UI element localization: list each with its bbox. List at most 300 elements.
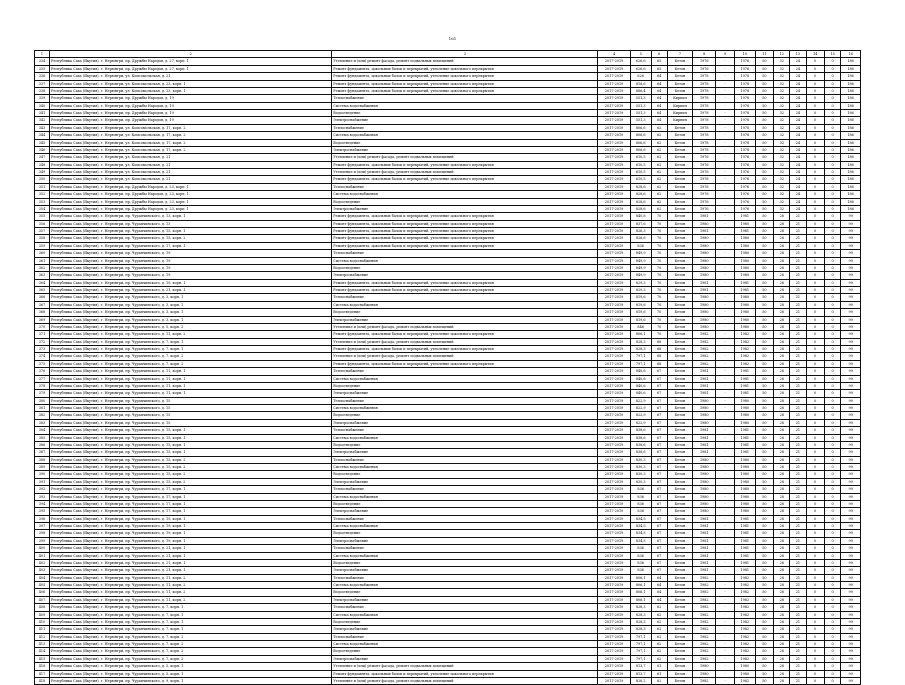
cell-col-11: 50 [755, 58, 774, 65]
cell-wear: 67 [651, 530, 667, 537]
cell-work-type: Утепление и (или) ремонт фасада, ремонт подвальных помещений [332, 58, 598, 65]
cell-wear: 68 [651, 346, 667, 353]
cell-year-reconstructed: - [716, 257, 735, 264]
cell-wall-material: Бетон [667, 412, 692, 419]
cell-col-16: 99 [841, 301, 861, 308]
cell-row-number: 380 [35, 397, 50, 404]
cell-wear: 70 [651, 279, 667, 286]
cell-year-commissioned: 1980 [734, 663, 755, 670]
cell-year-reconstructed: - [716, 205, 735, 212]
cell-col-11: 50 [755, 515, 774, 522]
cell-col-11: 50 [755, 382, 774, 389]
cell-row-number: 417 [35, 670, 50, 677]
cell-wall-material: Бетон [667, 250, 692, 257]
cell-year-built: 1978 [693, 132, 716, 139]
cell-year-commissioned: 1976 [734, 169, 755, 176]
cell-work-type: Теплоснабжение [332, 633, 598, 640]
cell-address: Республика Саха (Якутия), г. Нерюнгри, ул. Комсомольская, д. 21 [50, 161, 332, 168]
cell-address: Республика Саха (Якутия), г. Нерюнгри, пр. Чурапчинского, д. 19 [50, 257, 332, 264]
cell-col-11: 50 [755, 677, 774, 684]
cell-col-16: 99 [841, 641, 861, 648]
cell-period: 2017-2019 [598, 213, 630, 220]
cell-work-type: Теплоснабжение [332, 515, 598, 522]
cell-wall-material: Бетон [667, 353, 692, 360]
cell-col-13: 21 [790, 242, 806, 249]
cell-col-16: 99 [841, 264, 861, 271]
cell-year-commissioned: 1981 [734, 427, 755, 434]
cell-wear: 64 [651, 87, 667, 94]
cell-row-number: 388 [35, 456, 50, 463]
cell-col-15: 0 [825, 250, 841, 257]
cell-wall-material: Бетон [667, 316, 692, 323]
cell-col-12: 32 [774, 161, 790, 168]
cell-year-reconstructed: - [716, 611, 735, 618]
cell-wall-material: Бетон [667, 58, 692, 65]
cell-col-12: 28 [774, 316, 790, 323]
table-row [35, 205, 861, 212]
cell-area: 834,5 [630, 515, 651, 522]
table-row [35, 235, 861, 242]
cell-year-built: 1980 [693, 471, 716, 478]
cell-col-13: 21 [790, 301, 806, 308]
cell-col-16: 186 [841, 205, 861, 212]
table-row [35, 456, 861, 463]
cell-year-built: 1978 [693, 87, 716, 94]
cell-col-11: 50 [755, 257, 774, 264]
cell-year-commissioned: 1978 [734, 80, 755, 87]
cell-col-16: 99 [841, 449, 861, 456]
cell-work-type: Ремонт фундамента, цокольных балок и перекрытий, утепление цокольного перекрытия [332, 80, 598, 87]
cell-col-15: 0 [825, 287, 841, 294]
cell-wall-material: Бетон [667, 294, 692, 301]
cell-address: Республика Саха (Якутия), г. Нерюнгри, пр. Чурапчинского, д. 15, корп. 2 [50, 464, 332, 471]
cell-year-built: 1981 [693, 279, 716, 286]
cell-row-number: 367 [35, 301, 50, 308]
cell-year-built: 1980 [693, 486, 716, 493]
cell-col-12: 28 [774, 618, 790, 625]
cell-year-built: 1981 [693, 552, 716, 559]
cell-area: 828,6 [630, 198, 651, 205]
cell-col-16: 99 [841, 316, 861, 323]
cell-address: Республика Саха (Якутия), г. Нерюнгри, пр. Чурапчинского, д. 5, корп. 1 [50, 670, 332, 677]
cell-wear: 64 [651, 596, 667, 603]
table-row [35, 360, 861, 367]
cell-col-14: 0 [806, 412, 825, 419]
cell-wall-material: Бетон [667, 213, 692, 220]
cell-col-12: 28 [774, 235, 790, 242]
cell-year-built: 1980 [693, 272, 716, 279]
cell-col-11: 50 [755, 338, 774, 345]
cell-col-13: 24 [790, 161, 806, 168]
cell-area: 610,5 [630, 161, 651, 168]
cell-col-11: 50 [755, 132, 774, 139]
cell-work-type: Утепление и (или) ремонт фасада, ремонт подвальных помещений [332, 323, 598, 330]
cell-year-commissioned: 1980 [734, 250, 755, 257]
cell-col-12: 32 [774, 117, 790, 124]
cell-wear: 70 [651, 309, 667, 316]
cell-col-15: 0 [825, 478, 841, 485]
cell-year-built: 1980 [693, 316, 716, 323]
cell-col-13: 21 [790, 471, 806, 478]
table-row [35, 301, 861, 308]
cell-wall-material: Бетон [667, 73, 692, 80]
cell-col-14: 0 [806, 641, 825, 648]
cell-col-15: 0 [825, 537, 841, 544]
cell-wall-material: Кирпич [667, 102, 692, 109]
cell-col-14: 0 [806, 530, 825, 537]
cell-col-16: 99 [841, 515, 861, 522]
cell-area: 849,9 [630, 264, 651, 271]
cell-col-12: 28 [774, 441, 790, 448]
cell-wear: 62 [651, 132, 667, 139]
cell-col-12: 28 [774, 508, 790, 515]
cell-col-13: 21 [790, 604, 806, 611]
cell-address: Республика Саха (Якутия), г. Нерюнгри, пр. Чурапчинского, д. 13, корп. 1 [50, 213, 332, 220]
cell-period: 2017-2019 [598, 264, 630, 271]
cell-year-built: 1982 [693, 338, 716, 345]
table-row [35, 464, 861, 471]
cell-row-number: 384 [35, 427, 50, 434]
cell-year-commissioned: 1982 [734, 331, 755, 338]
cell-period: 2017-2019 [598, 456, 630, 463]
cell-col-11: 50 [755, 523, 774, 530]
cell-wall-material: Бетон [667, 545, 692, 552]
cell-col-15: 0 [825, 582, 841, 589]
cell-area: 849,9 [630, 272, 651, 279]
cell-wear: 70 [651, 331, 667, 338]
cell-area: 838,6 [630, 449, 651, 456]
cell-col-11: 50 [755, 441, 774, 448]
cell-wear: 62 [651, 139, 667, 146]
cell-year-commissioned: 1981 [734, 523, 755, 530]
cell-col-11: 50 [755, 117, 774, 124]
cell-col-14: 0 [806, 434, 825, 441]
cell-period: 2017-2019 [598, 287, 630, 294]
cell-year-commissioned: 1980 [734, 316, 755, 323]
cell-period: 2017-2019 [598, 250, 630, 257]
cell-year-commissioned: 1982 [734, 353, 755, 360]
cell-period: 2017-2019 [598, 493, 630, 500]
cell-period: 2017-2019 [598, 618, 630, 625]
cell-period: 2017-2019 [598, 183, 630, 190]
cell-work-type: Теплоснабжение [332, 124, 598, 131]
cell-col-15: 0 [825, 618, 841, 625]
cell-row-number: 398 [35, 530, 50, 537]
table-row [35, 242, 861, 249]
cell-wear: 70 [651, 220, 667, 227]
cell-col-12: 28 [774, 220, 790, 227]
cell-work-type: Электроснабжение [332, 537, 598, 544]
cell-row-number: 372 [35, 338, 50, 345]
cell-year-reconstructed: - [716, 95, 735, 102]
cell-year-reconstructed: - [716, 65, 735, 72]
cell-year-commissioned: 1982 [734, 655, 755, 662]
cell-row-number: 415 [35, 655, 50, 662]
cell-wear: 67 [651, 471, 667, 478]
cell-work-type: Теплоснабжение [332, 397, 598, 404]
cell-col-12: 28 [774, 405, 790, 412]
cell-year-built: 1982 [693, 604, 716, 611]
cell-year-commissioned: 1980 [734, 486, 755, 493]
cell-year-reconstructed: - [716, 456, 735, 463]
cell-col-11: 50 [755, 213, 774, 220]
cell-year-built: 1982 [693, 589, 716, 596]
cell-col-12: 32 [774, 132, 790, 139]
cell-wear: 68 [651, 360, 667, 367]
cell-col-16: 99 [841, 323, 861, 330]
cell-wall-material: Бетон [667, 567, 692, 574]
cell-row-number: 350 [35, 176, 50, 183]
cell-col-15: 0 [825, 596, 841, 603]
cell-year-commissioned: 1978 [734, 102, 755, 109]
cell-address: Республика Саха (Якутия), г. Нерюнгри, пр. Чурапчинского, д. 11, корп. 2 [50, 582, 332, 589]
cell-col-13: 21 [790, 390, 806, 397]
cell-col-16: 99 [841, 508, 861, 515]
cell-col-12: 28 [774, 515, 790, 522]
cell-row-number: 340 [35, 102, 50, 109]
cell-year-commissioned: 1980 [734, 405, 755, 412]
cell-col-12: 28 [774, 604, 790, 611]
cell-period: 2017-2019 [598, 338, 630, 345]
cell-year-commissioned: 1981 [734, 390, 755, 397]
cell-area: 806,1 [630, 574, 651, 581]
cell-wear: 62 [651, 191, 667, 198]
cell-wall-material: Кирпич [667, 95, 692, 102]
cell-col-14: 0 [806, 574, 825, 581]
cell-year-reconstructed: - [716, 567, 735, 574]
cell-col-14: 0 [806, 559, 825, 566]
cell-year-built: 1980 [693, 508, 716, 515]
cell-wall-material: Бетон [667, 287, 692, 294]
cell-area: 819,6 [630, 301, 651, 308]
table-row [35, 132, 861, 139]
table-row [35, 198, 861, 205]
cell-period: 2017-2019 [598, 272, 630, 279]
cell-wear: 62 [651, 626, 667, 633]
cell-wall-material: Бетон [667, 272, 692, 279]
cell-period: 2017-2019 [598, 220, 630, 227]
cell-col-16: 99 [841, 471, 861, 478]
cell-work-type: Электроснабжение [332, 508, 598, 515]
cell-wall-material: Бетон [667, 205, 692, 212]
cell-col-11: 50 [755, 87, 774, 94]
cell-wall-material: Бетон [667, 552, 692, 559]
cell-address: Республика Саха (Якутия), г. Нерюнгри, пр. Чурапчинского, д. 17, корп. 1 [50, 242, 332, 249]
cell-col-11: 50 [755, 191, 774, 198]
cell-col-11: 50 [755, 493, 774, 500]
cell-col-14: 0 [806, 427, 825, 434]
cell-col-13: 21 [790, 353, 806, 360]
cell-col-11: 50 [755, 294, 774, 301]
cell-col-12: 28 [774, 323, 790, 330]
cell-address: Республика Саха (Якутия), г. Нерюнгри, пр. Чурапчинского, д. 11, корп. 1 [50, 368, 332, 375]
cell-col-13: 24 [790, 102, 806, 109]
cell-col-14: 0 [806, 228, 825, 235]
cell-period: 2017-2019 [598, 641, 630, 648]
cell-col-15: 0 [825, 176, 841, 183]
cell-year-commissioned: 1982 [734, 589, 755, 596]
cell-period: 2017-2019 [598, 301, 630, 308]
cell-year-built: 1980 [693, 670, 716, 677]
table-row [35, 500, 861, 507]
cell-year-built: 1980 [693, 493, 716, 500]
cell-col-13: 21 [790, 368, 806, 375]
cell-wall-material: Бетон [667, 191, 692, 198]
cell-wall-material: Бетон [667, 390, 692, 397]
cell-col-15: 0 [825, 220, 841, 227]
cell-year-reconstructed: - [716, 228, 735, 235]
column-header: 3 [332, 51, 598, 58]
cell-year-built: 1981 [693, 559, 716, 566]
cell-col-15: 0 [825, 316, 841, 323]
cell-col-15: 0 [825, 441, 841, 448]
cell-col-14: 0 [806, 264, 825, 271]
cell-wear: 62 [651, 604, 667, 611]
cell-wear: 67 [651, 397, 667, 404]
table-row [35, 154, 861, 161]
cell-col-16: 99 [841, 279, 861, 286]
table-row [35, 323, 861, 330]
cell-col-15: 0 [825, 132, 841, 139]
cell-year-built: 1978 [693, 80, 716, 87]
cell-work-type: Утепление и (или) ремонт фасада, ремонт подвальных помещений [332, 169, 598, 176]
cell-col-12: 28 [774, 464, 790, 471]
cell-col-12: 28 [774, 449, 790, 456]
cell-col-14: 0 [806, 582, 825, 589]
cell-col-16: 186 [841, 176, 861, 183]
cell-period: 2017-2019 [598, 670, 630, 677]
cell-address: Республика Саха (Якутия), г. Нерюнгри, пр. Чурапчинского, д. 7, корп. 2 [50, 655, 332, 662]
cell-work-type: Система водоснабжения [332, 523, 598, 530]
cell-work-type: Утепление и (или) ремонт фасада, ремонт подвальных помещений [332, 677, 598, 684]
cell-work-type: Водоотведение [332, 412, 598, 419]
cell-year-commissioned: 1982 [734, 641, 755, 648]
cell-col-12: 32 [774, 176, 790, 183]
cell-col-11: 50 [755, 353, 774, 360]
cell-area: 838,6 [630, 434, 651, 441]
cell-row-number: 379 [35, 390, 50, 397]
cell-area: 830,3 [630, 471, 651, 478]
cell-year-reconstructed: - [716, 338, 735, 345]
cell-wear: 70 [651, 272, 667, 279]
cell-col-14: 0 [806, 132, 825, 139]
cell-col-13: 21 [790, 596, 806, 603]
cell-period: 2017-2019 [598, 419, 630, 426]
table-row [35, 110, 861, 117]
cell-col-16: 99 [841, 309, 861, 316]
cell-year-commissioned: 1980 [734, 419, 755, 426]
cell-address: Республика Саха (Якутия), г. Нерюнгри, пр. Чурапчинского, д. 15 [50, 412, 332, 419]
cell-row-number: 339 [35, 95, 50, 102]
cell-year-reconstructed: - [716, 169, 735, 176]
cell-year-reconstructed: - [716, 648, 735, 655]
cell-period: 2017-2019 [598, 146, 630, 153]
cell-work-type: Система водоснабжения [332, 102, 598, 109]
cell-address: Республика Саха (Якутия), г. Нерюнгри, пр. Чурапчинского, д. 15 [50, 419, 332, 426]
cell-area: 828,3 [630, 611, 651, 618]
cell-col-12: 28 [774, 471, 790, 478]
cell-work-type: Электроснабжение [332, 478, 598, 485]
cell-wear: 65 [651, 65, 667, 72]
cell-work-type: Система водоснабжения [332, 132, 598, 139]
cell-period: 2017-2019 [598, 545, 630, 552]
table-row [35, 58, 861, 65]
table-row [35, 390, 861, 397]
cell-year-built: 1976 [693, 198, 716, 205]
table-row [35, 161, 861, 168]
cell-row-number: 346 [35, 146, 50, 153]
cell-col-16: 99 [841, 250, 861, 257]
cell-year-reconstructed: - [716, 471, 735, 478]
cell-year-built: 1982 [693, 582, 716, 589]
cell-col-12: 28 [774, 552, 790, 559]
cell-period: 2017-2019 [598, 198, 630, 205]
cell-year-built: 1982 [693, 360, 716, 367]
cell-row-number: 403 [35, 567, 50, 574]
cell-area: 797,1 [630, 655, 651, 662]
cell-col-12: 28 [774, 309, 790, 316]
cell-work-type: Утепление и (или) ремонт фасада, ремонт подвальных помещений [332, 663, 598, 670]
cell-work-type: Теплоснабжение [332, 574, 598, 581]
cell-year-commissioned: 1980 [734, 220, 755, 227]
cell-col-16: 99 [841, 220, 861, 227]
cell-col-13: 21 [790, 279, 806, 286]
cell-wear: 70 [651, 301, 667, 308]
cell-col-11: 50 [755, 146, 774, 153]
cell-wear: 62 [651, 648, 667, 655]
cell-wall-material: Бетон [667, 611, 692, 618]
cell-col-15: 0 [825, 242, 841, 249]
cell-year-reconstructed: - [716, 441, 735, 448]
cell-row-number: 376 [35, 368, 50, 375]
cell-col-16: 99 [841, 611, 861, 618]
cell-col-14: 0 [806, 648, 825, 655]
cell-wear: 62 [651, 161, 667, 168]
cell-col-15: 0 [825, 449, 841, 456]
cell-period: 2017-2019 [598, 257, 630, 264]
cell-address: Республика Саха (Якутия), г. Нерюнгри, пр. Дружбы Народов, д. 19 [50, 102, 332, 109]
cell-col-12: 28 [774, 228, 790, 235]
cell-area: 849,9 [630, 250, 651, 257]
cell-row-number: 369 [35, 316, 50, 323]
cell-row-number: 387 [35, 449, 50, 456]
cell-address: Республика Саха (Якутия), г. Нерюнгри, пр. Чурапчинского, д. 15, корп. 1 [50, 449, 332, 456]
cell-col-15: 0 [825, 301, 841, 308]
cell-col-16: 99 [841, 294, 861, 301]
cell-col-16: 99 [841, 559, 861, 566]
cell-col-15: 0 [825, 257, 841, 264]
cell-period: 2017-2019 [598, 161, 630, 168]
cell-year-reconstructed: - [716, 87, 735, 94]
cell-year-commissioned: 1981 [734, 375, 755, 382]
cell-wall-material: Бетон [667, 618, 692, 625]
cell-col-16: 99 [841, 353, 861, 360]
cell-address: Республика Саха (Якутия), г. Нерюнгри, ул. Комсомольская, д. 21 [50, 154, 332, 161]
cell-col-15: 0 [825, 346, 841, 353]
cell-row-number: 365 [35, 287, 50, 294]
cell-wear: 62 [651, 611, 667, 618]
cell-year-reconstructed: - [716, 309, 735, 316]
cell-wear: 62 [651, 198, 667, 205]
cell-address: Республика Саха (Якутия), г. Нерюнгри, пр. Чурапчинского, д. 7, корп. 2 [50, 353, 332, 360]
cell-col-14: 0 [806, 382, 825, 389]
cell-col-16: 99 [841, 331, 861, 338]
cell-col-14: 0 [806, 471, 825, 478]
cell-wall-material: Бетон [667, 604, 692, 611]
cell-col-14: 0 [806, 419, 825, 426]
cell-area: 610,5 [630, 176, 651, 183]
cell-col-14: 0 [806, 110, 825, 117]
